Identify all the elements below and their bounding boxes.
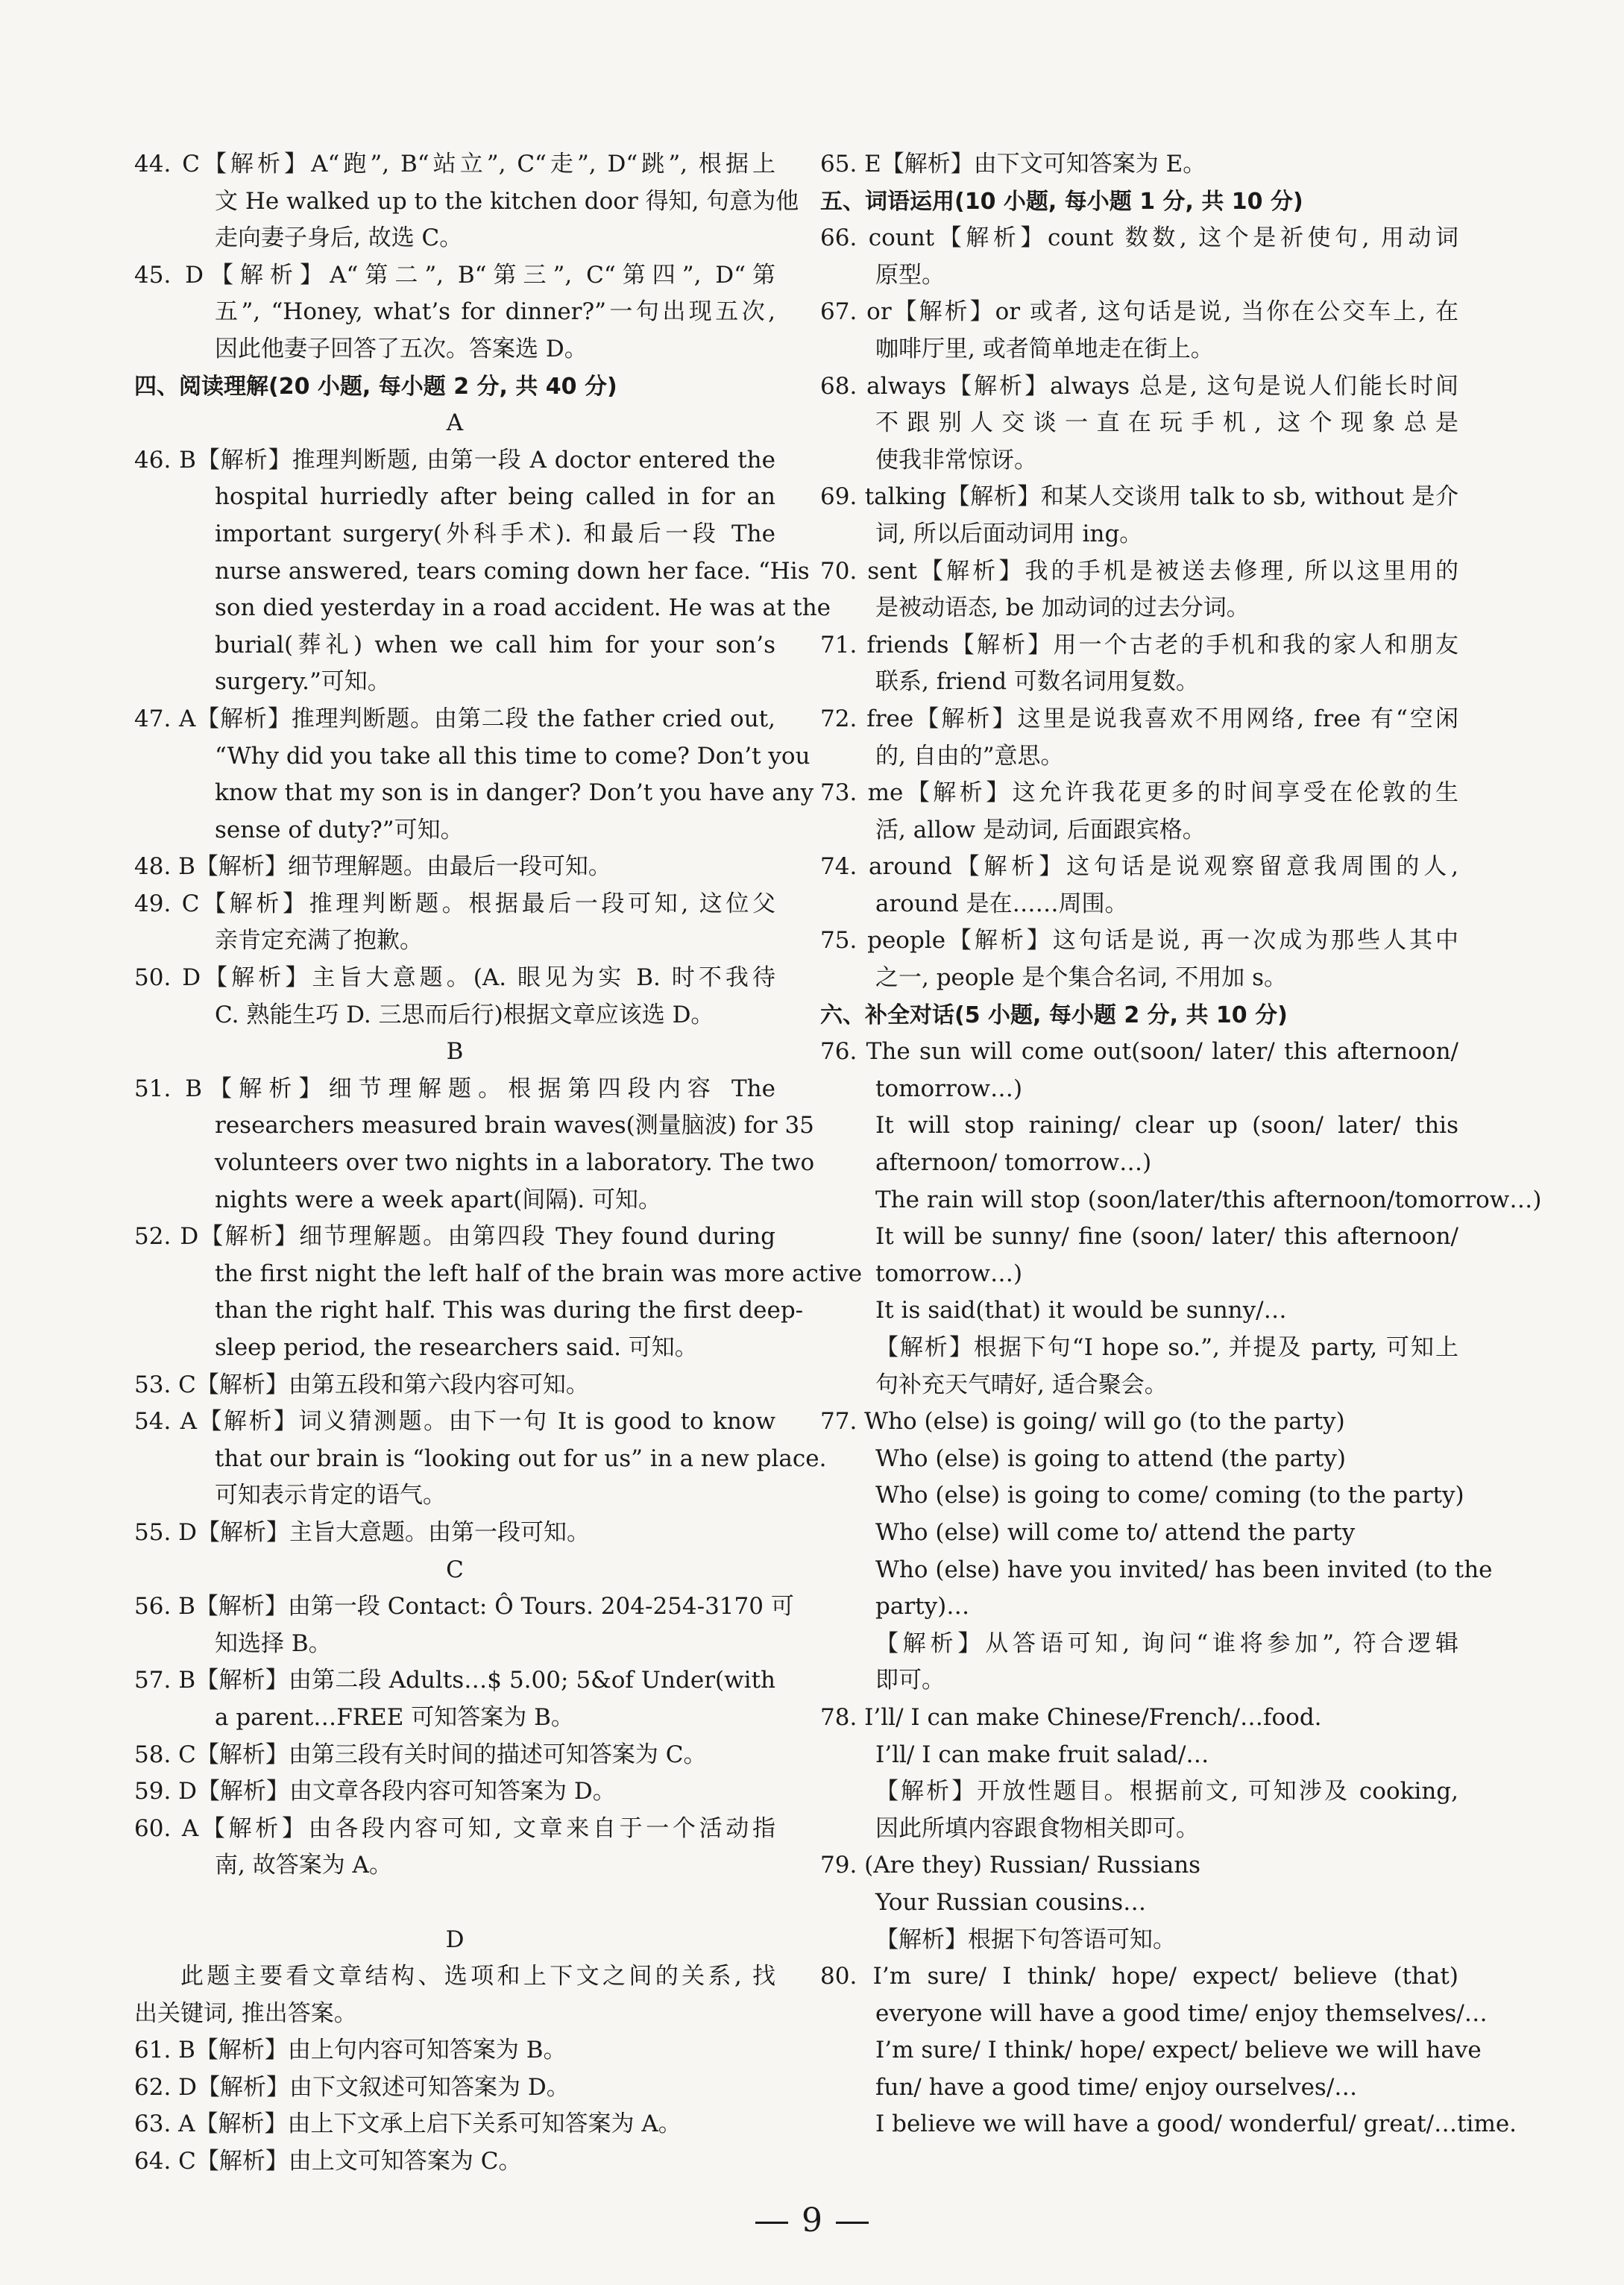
answer-line: 【解析】开放性题目。根据前文, 可知涉及 cooking,: [875, 1778, 1458, 1805]
answer-line: that our brain is “looking out for us” in a new place.: [215, 1445, 827, 1472]
page-number-dash-right: [836, 2222, 869, 2224]
answer-line: 活, allow 是动词, 后面跟宾格。: [875, 816, 1206, 843]
answer-line: 50. D【解析】主旨大意题。(A. 眼见为实 B. 时不我待: [134, 964, 775, 992]
passage-label: A: [446, 409, 464, 437]
answer-line: 【解析】根据下句答语可知。: [875, 1926, 1176, 1953]
answer-line: 57. B【解析】由第二段 Adults…$ 5.00; 5&of Under(with: [134, 1667, 775, 1694]
section-heading: 六、补全对话(5 小题, 每小题 2 分, 共 10 分): [820, 1002, 1288, 1028]
answer-line: 的, 自由的”意思。: [875, 742, 1064, 770]
answer-line: It is said(that) it would be sunny/…: [875, 1297, 1287, 1324]
answer-line: 63. A【解析】由上下文承上启下关系可知答案为 A。: [134, 2110, 682, 2138]
answer-line: I believe we will have a good/ wonderful/ great/…time.: [875, 2110, 1517, 2138]
answer-line: 因此所填内容跟食物相关即可。: [875, 1814, 1199, 1842]
answer-line: 52. D【解析】细节理解题。由第四段 They found during: [134, 1223, 775, 1251]
page-number: [0, 2201, 1624, 2240]
answer-line: nights were a week apart(间隔). 可知。: [215, 1186, 661, 1213]
answer-line: 因此他妻子回答了五次。答案选 D。: [215, 335, 588, 362]
answer-line: 即可。: [875, 1667, 945, 1694]
answer-line: Who (else) will come to/ attend the party: [875, 1518, 1356, 1546]
answer-line: 54. A【解析】词义猜测题。由下一句 It is good to know: [134, 1408, 775, 1436]
answer-line: 69. talking【解析】和某人交谈用 talk to sb, without 是介: [820, 483, 1458, 511]
answer-line: hospital hurriedly after being called in for an: [215, 483, 775, 511]
answer-line: 47. A【解析】推理判断题。由第二段 the father cried out,: [134, 705, 775, 732]
answer-line: fun/ have a good time/ enjoy ourselves/…: [875, 2073, 1358, 2101]
answer-line: 74. around【解析】这句话是说观察留意我周围的人,: [820, 853, 1458, 881]
answer-line: 77. Who (else) is going/ will go (to the party): [820, 1408, 1345, 1436]
answer-line: tomorrow…): [875, 1075, 1023, 1102]
answer-line: 五”, “Honey, what’s for dinner?”一句出现五次,: [215, 298, 775, 326]
answer-line: 是被动语态, be 加动词的过去分词。: [875, 594, 1250, 622]
answer-line: 64. C【解析】由上文可知答案为 C。: [134, 2148, 522, 2175]
answer-line: party)…: [875, 1593, 970, 1621]
answer-line: 59. D【解析】由文章各段内容可知答案为 D。: [134, 1778, 616, 1805]
answer-line: 78. I’ll/ I can make Chinese/French/…food.: [820, 1703, 1322, 1731]
answer-line: researchers measured brain waves(测量脑波) for 35: [215, 1112, 814, 1140]
answer-line: 亲肯定充满了抱歉。: [215, 927, 423, 955]
answer-line: sense of duty?”可知。: [215, 816, 464, 843]
answer-line: Who (else) have you invited/ has been invited (to the: [875, 1556, 1493, 1583]
answer-line: 文 He walked up to the kitchen door 得知, 句意为他: [215, 187, 799, 215]
answer-line: burial(葬礼) when we call him for your son’s: [215, 631, 775, 659]
answer-line: 79. (Are they) Russian/ Russians: [820, 1852, 1201, 1879]
answer-line: know that my son is in danger? Don’t you have any: [215, 779, 814, 807]
answer-line: 62. D【解析】由下文叙述可知答案为 D。: [134, 2073, 570, 2101]
answer-line: 44. C【解析】A“跑”, B“站立”, C“走”, D“跳”, 根据上: [134, 151, 775, 177]
answer-line: 67. or【解析】or 或者, 这句话是说, 当你在公交车上, 在: [820, 298, 1458, 326]
answer-line: 51. B【解析】细节理解题。根据第四段内容 The: [134, 1075, 775, 1102]
answer-line: 句补充天气晴好, 适合聚会。: [875, 1371, 1168, 1398]
answer-line: 75. people【解析】这句话是说, 再一次成为那些人其中: [820, 927, 1458, 955]
answer-line: 65. E【解析】由下文可知答案为 E。: [820, 151, 1206, 177]
answer-line: 词, 所以后面动词用 ing。: [875, 520, 1143, 547]
answer-line: 72. free【解析】这里是说我喜欢不用网络, free 有“空闲: [820, 705, 1458, 732]
answer-line: 知选择 B。: [215, 1629, 332, 1657]
answer-line: surgery.”可知。: [215, 668, 391, 696]
answer-line: volunteers over two nights in a laboratory. The two: [215, 1149, 815, 1177]
answer-line: than the right half. This was during the first deep-: [215, 1297, 804, 1324]
answer-line: everyone will have a good time/ enjoy themselves/…: [875, 1999, 1488, 2027]
section-heading: 四、阅读理解(20 小题, 每小题 2 分, 共 40 分): [134, 373, 617, 400]
answer-line: sleep period, the researchers said. 可知。: [215, 1334, 698, 1361]
answer-line: son died yesterday in a road accident. He was at the: [215, 594, 831, 622]
page-number-value: 9: [802, 2201, 822, 2240]
answer-line: 66. count【解析】count 数数, 这个是祈使句, 用动词: [820, 224, 1458, 252]
answer-line: 联系, friend 可数名词用复数。: [875, 668, 1199, 696]
answer-line: The rain will stop (soon/later/this afternoon/tomorrow…): [875, 1186, 1542, 1213]
answer-line: 53. C【解析】由第五段和第六段内容可知。: [134, 1371, 589, 1398]
answer-line: Your Russian cousins…: [875, 1888, 1147, 1916]
left-column: [134, 146, 863, 2181]
answer-line: 使我非常惊讶。: [875, 446, 1037, 474]
answer-line: “Why did you take all this time to come? Don’t you: [215, 742, 811, 770]
answer-line: I’m sure/ I think/ hope/ expect/ believe we will have: [875, 2037, 1482, 2064]
answer-line: It will be sunny/ fine (soon/ later/ this afternoon/: [875, 1223, 1458, 1251]
answer-line: a parent…FREE 可知答案为 B。: [215, 1703, 574, 1731]
passage-label: B: [446, 1038, 464, 1066]
answer-line: 70. sent【解析】我的手机是被送去修理, 所以这里用的: [820, 557, 1458, 585]
answer-line: I’ll/ I can make fruit salad/…: [875, 1741, 1209, 1768]
answer-line: 45. D【解析】A“第二”, B“第三”, C“第四”, D“第: [134, 261, 775, 289]
answer-line: 80. I’m sure/ I think/ hope/ expect/ believe (that): [820, 1963, 1458, 1990]
answer-line: C. 熟能生巧 D. 三思而后行)根据文章应该选 D。: [215, 1001, 714, 1028]
answer-line: around 是在……周围。: [875, 890, 1128, 917]
passage-label: D: [445, 1926, 465, 1953]
answer-line: 61. B【解析】由上句内容可知答案为 B。: [134, 2037, 567, 2064]
answer-line: 46. B【解析】推理判断题, 由第一段 A doctor entered the: [134, 446, 775, 474]
page-number-dash-left: [755, 2222, 788, 2224]
answer-line: 56. B【解析】由第一段 Contact: Ô Tours. 204-254-3170 可: [134, 1593, 794, 1621]
answer-line: 【解析】根据下句“I hope so.”, 并提及 party, 可知上: [875, 1334, 1458, 1361]
answer-line: 【解析】从答语可知, 询问“谁将参加”, 符合逻辑: [875, 1629, 1458, 1657]
answer-line: 不跟别人交谈一直在玩手机, 这个现象总是: [875, 409, 1458, 437]
answer-line: 南, 故答案为 A。: [215, 1852, 392, 1879]
answer-line: 可知表示肯定的语气。: [215, 1482, 446, 1509]
answer-line: 之一, people 是个集合名词, 不用加 s。: [875, 964, 1287, 992]
answer-line: 55. D【解析】主旨大意题。由第一段可知。: [134, 1518, 591, 1546]
answer-line: 71. friends【解析】用一个古老的手机和我的家人和朋友: [820, 631, 1458, 659]
answer-line: afternoon/ tomorrow…): [875, 1149, 1152, 1177]
answer-line: It will stop raining/ clear up (soon/ later/ this: [875, 1112, 1458, 1140]
answer-line: 咖啡厅里, 或者简单地走在街上。: [875, 335, 1214, 362]
blank-line: [134, 1885, 775, 1922]
answer-line: nurse answered, tears coming down her face. “His: [215, 557, 810, 585]
answer-line: 48. B【解析】细节理解题。由最后一段可知。: [134, 853, 611, 881]
answer-line: tomorrow…): [875, 1260, 1023, 1287]
right-column: [820, 146, 1542, 2143]
answer-line: 走向妻子身后, 故选 C。: [215, 224, 463, 252]
answer-line: Who (else) is going to come/ coming (to the party): [875, 1482, 1464, 1509]
answer-line: 58. C【解析】由第三段有关时间的描述可知答案为 C。: [134, 1741, 707, 1768]
answer-line: Who (else) is going to attend (the party): [875, 1445, 1346, 1472]
answer-line: 73. me【解析】这允许我花更多的时间享受在伦敦的生: [820, 779, 1458, 807]
answer-line: 49. C【解析】推理判断题。根据最后一段可知, 这位父: [134, 890, 775, 917]
answer-line: 76. The sun will come out(soon/ later/ this afternoon/: [820, 1038, 1458, 1066]
answer-line: the first night the left half of the brain was more active: [215, 1260, 863, 1287]
answer-line: 此题主要看文章结构、选项和上下文之间的关系, 找: [180, 1963, 775, 1990]
answer-line: 60. A【解析】由各段内容可知, 文章来自于一个活动指: [134, 1814, 775, 1842]
answer-line: 原型。: [875, 261, 945, 289]
passage-label: C: [446, 1556, 464, 1583]
answer-line: 68. always【解析】always 总是, 这句是说人们能长时间: [820, 372, 1458, 400]
answer-line: 出关键词, 推出答案。: [134, 1999, 357, 2027]
section-heading: 五、词语运用(10 小题, 每小题 1 分, 共 10 分): [820, 188, 1303, 215]
answer-line: important surgery(外科手术). 和最后一段 The: [215, 520, 775, 547]
